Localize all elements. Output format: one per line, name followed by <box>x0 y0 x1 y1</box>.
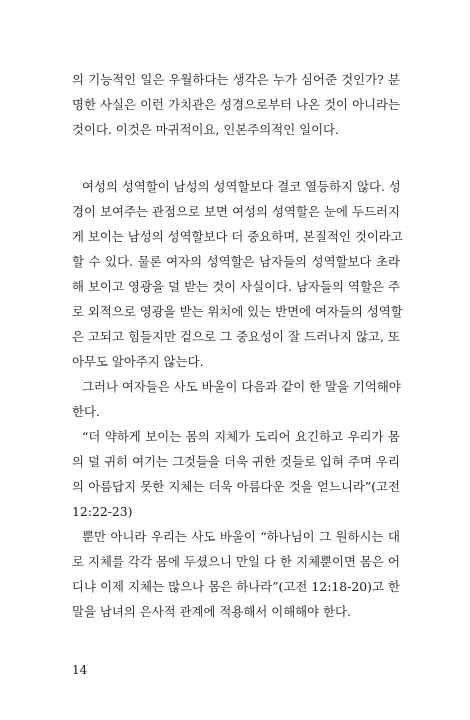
text-line: 그러나 여자들은 사도 바울이 다음과 같이 한 말을 기억해야 <box>82 379 401 394</box>
page-number: 14 <box>72 663 88 677</box>
quote-citation: 12:22-23) <box>72 504 133 519</box>
text-line: 로 지체를 각각 몸에 두셨으니 만일 다 한 지체뿐이면 몸은 어 <box>72 554 400 569</box>
text-line: 로 외적으로 영광을 받는 위치에 있는 반면에 여자들의 성역할 <box>72 304 403 319</box>
text-line: 것이다. 이것은 마귀적이요, 인본주의적인 일이다. <box>72 122 339 137</box>
quote-line: “더 약하게 보이는 몸의 지체가 도리어 요긴하고 우리가 몸 <box>82 429 400 444</box>
text-line: 의 기능적인 일은 우월하다는 생각은 누가 심어준 것인가? 분 <box>72 72 400 87</box>
quote-line: 의 덜 귀히 여기는 그것들을 더욱 귀한 것들로 입혀 주며 우리 <box>72 454 400 469</box>
text-line: 명한 사실은 이런 가치관은 성경으로부터 나온 것이 아니라는 <box>72 97 400 112</box>
text-line: 할 수 있다. 물론 여자의 성역할은 남자들의 성역할보다 초라 <box>72 254 400 269</box>
text-line: 게 보이는 남성의 성역할보다 더 중요하며, 본질적인 것이라고 <box>72 229 403 244</box>
text-line: 뿐만 아니라 우리는 사도 바울이 “하나님이 그 원하시는 대 <box>82 529 400 544</box>
text-line: 해 보이고 영광을 덜 받는 것이 사실이다. 남자들의 역할은 주 <box>72 279 400 294</box>
text-line: 디냐 이제 지체는 많으나 몸은 하나라”(고전 12:18-20)고 한 <box>72 579 400 594</box>
text-line: 여성의 성역할이 남성의 성역할보다 결코 열등하지 않다. 성 <box>82 179 401 194</box>
quote-line: 의 아름답지 못한 지체는 더욱 아름다운 것을 얻느니라”(고전 <box>72 479 400 494</box>
text-line: 아무도 알아주지 않는다. <box>72 354 204 369</box>
text-line: 한다. <box>72 404 100 419</box>
text-line: 경이 보여주는 관점으로 보면 여성의 성역할은 눈에 두드러지 <box>72 204 400 219</box>
text-line: 말을 남녀의 은사적 관계에 적용해서 이해해야 한다. <box>72 604 351 619</box>
text-line: 은 고되고 힘들지만 겉으로 그 중요성이 잘 드러나지 않고, 또 <box>72 329 400 344</box>
